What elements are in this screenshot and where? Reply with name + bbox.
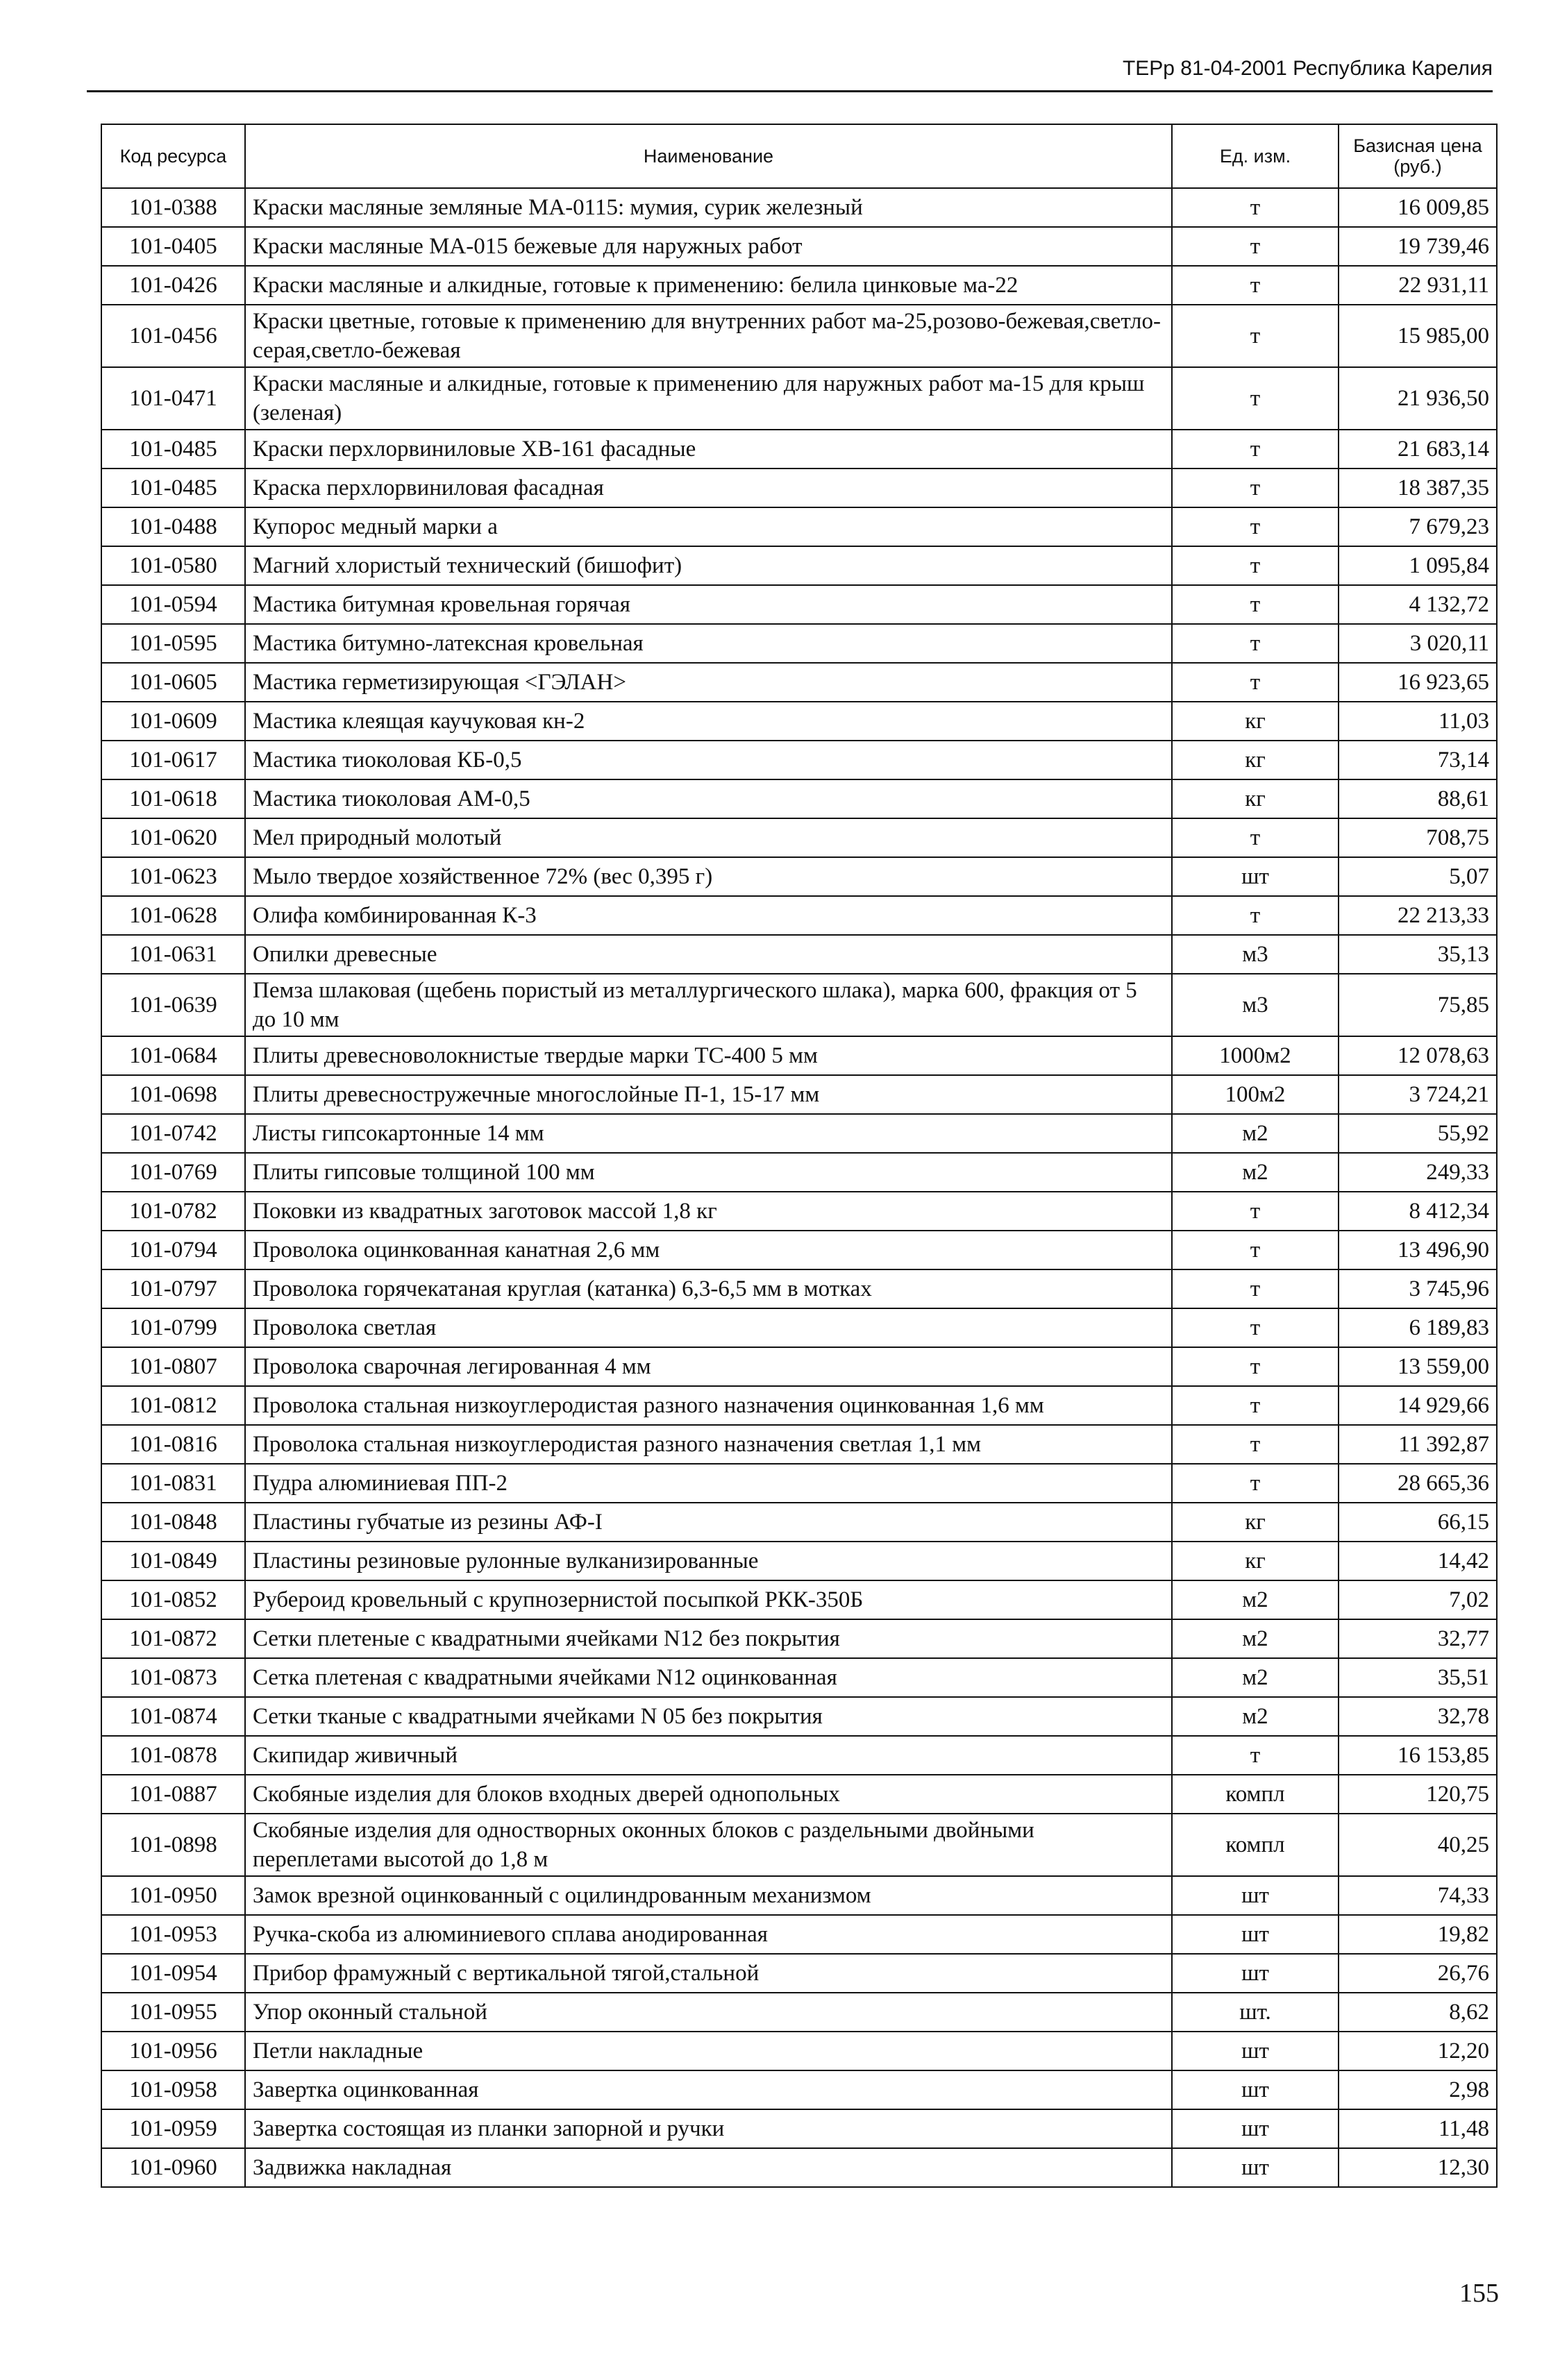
- table-row: [101, 1775, 1497, 1814]
- cell-price: 66,15: [1339, 1503, 1497, 1542]
- cell-name: Плиты гипсовые толщиной 100 мм: [245, 1153, 1172, 1192]
- cell-code: 101-0887: [101, 1775, 245, 1814]
- table-row: [101, 935, 1497, 974]
- cell-price: 6 189,83: [1339, 1308, 1497, 1347]
- cell-price: 21 936,50: [1339, 367, 1497, 430]
- cell-code: 101-0953: [101, 1915, 245, 1954]
- cell-code: 101-0456: [101, 305, 245, 367]
- cell-price: 3 745,96: [1339, 1269, 1497, 1308]
- cell-code: 101-0959: [101, 2109, 245, 2148]
- table-row: [101, 1308, 1497, 1347]
- cell-name: Проволока стальная низкоуглеродистая разного назначения светлая 1,1 мм: [245, 1425, 1172, 1464]
- cell-name: Петли накладные: [245, 2032, 1172, 2070]
- cell-unit: кг: [1172, 1503, 1339, 1542]
- cell-name: Задвижка накладная: [245, 2148, 1172, 2187]
- cell-name: Ручка-скоба из алюминиевого сплава анодированная: [245, 1915, 1172, 1954]
- cell-unit: кг: [1172, 741, 1339, 779]
- cell-name: Сетки тканые с квадратными ячейками N 05 без покрытия: [245, 1697, 1172, 1736]
- cell-name: Рубероид кровельный с крупнозернистой посыпкой РКК-350Б: [245, 1580, 1172, 1619]
- cell-unit: м3: [1172, 935, 1339, 974]
- cell-unit: т: [1172, 624, 1339, 663]
- cell-price: 5,07: [1339, 857, 1497, 896]
- cell-price: 12,30: [1339, 2148, 1497, 2187]
- cell-price: 88,61: [1339, 779, 1497, 818]
- cell-unit: м2: [1172, 1697, 1339, 1736]
- cell-unit: т: [1172, 266, 1339, 305]
- cell-unit: т: [1172, 1269, 1339, 1308]
- cell-unit: т: [1172, 367, 1339, 430]
- cell-price: 55,92: [1339, 1114, 1497, 1153]
- table-row: [101, 1876, 1497, 1915]
- cell-code: 101-0742: [101, 1114, 245, 1153]
- cell-name: Мастика клеящая каучуковая кн-2: [245, 702, 1172, 741]
- cell-code: 101-0617: [101, 741, 245, 779]
- cell-unit: т: [1172, 188, 1339, 227]
- cell-code: 101-0594: [101, 585, 245, 624]
- column-header-unit: Ед. изм.: [1172, 124, 1339, 188]
- table-row: [101, 1075, 1497, 1114]
- table-row: [101, 1386, 1497, 1425]
- cell-code: 101-0807: [101, 1347, 245, 1386]
- table-row: [101, 585, 1497, 624]
- cell-name: Упор оконный стальной: [245, 1993, 1172, 2032]
- cell-code: 101-0488: [101, 507, 245, 546]
- table-row: [101, 1542, 1497, 1580]
- cell-name: Опилки древесные: [245, 935, 1172, 974]
- cell-price: 7,02: [1339, 1580, 1497, 1619]
- cell-name: Пластины губчатые из резины АФ-I: [245, 1503, 1172, 1542]
- cell-unit: шт: [1172, 2070, 1339, 2109]
- cell-price: 11 392,87: [1339, 1425, 1497, 1464]
- table-row: [101, 1736, 1497, 1775]
- cell-unit: т: [1172, 305, 1339, 367]
- cell-unit: т: [1172, 1192, 1339, 1231]
- table-row: [101, 2032, 1497, 2070]
- cell-price: 16 153,85: [1339, 1736, 1497, 1775]
- cell-code: 101-0874: [101, 1697, 245, 1736]
- cell-price: 708,75: [1339, 818, 1497, 857]
- cell-name: Краска перхлорвиниловая фасадная: [245, 469, 1172, 507]
- cell-price: 14 929,66: [1339, 1386, 1497, 1425]
- table-row: [101, 857, 1497, 896]
- cell-price: 16 923,65: [1339, 663, 1497, 702]
- cell-code: 101-0797: [101, 1269, 245, 1308]
- cell-unit: т: [1172, 430, 1339, 469]
- cell-unit: м2: [1172, 1153, 1339, 1192]
- cell-code: 101-0485: [101, 430, 245, 469]
- cell-code: 101-0684: [101, 1036, 245, 1075]
- cell-unit: т: [1172, 896, 1339, 935]
- cell-price: 7 679,23: [1339, 507, 1497, 546]
- cell-unit: м3: [1172, 974, 1339, 1036]
- cell-unit: компл: [1172, 1814, 1339, 1876]
- cell-price: 75,85: [1339, 974, 1497, 1036]
- cell-name: Листы гипсокартонные 14 мм: [245, 1114, 1172, 1153]
- table-row: [101, 430, 1497, 469]
- cell-price: 18 387,35: [1339, 469, 1497, 507]
- cell-name: Проволока оцинкованная канатная 2,6 мм: [245, 1231, 1172, 1269]
- table-row: [101, 1993, 1497, 2032]
- cell-code: 101-0958: [101, 2070, 245, 2109]
- cell-name: Пластины резиновые рулонные вулканизированные: [245, 1542, 1172, 1580]
- cell-code: 101-0426: [101, 266, 245, 305]
- cell-unit: т: [1172, 1231, 1339, 1269]
- cell-code: 101-0628: [101, 896, 245, 935]
- cell-code: 101-0580: [101, 546, 245, 585]
- cell-name: Завертка состоящая из планки запорной и ручки: [245, 2109, 1172, 2148]
- cell-unit: шт: [1172, 2032, 1339, 2070]
- cell-price: 249,33: [1339, 1153, 1497, 1192]
- cell-name: Краски масляные земляные МА-0115: мумия, сурик железный: [245, 188, 1172, 227]
- cell-price: 120,75: [1339, 1775, 1497, 1814]
- table-row: [101, 1347, 1497, 1386]
- cell-unit: т: [1172, 469, 1339, 507]
- cell-code: 101-0954: [101, 1954, 245, 1993]
- cell-code: 101-0609: [101, 702, 245, 741]
- table-row: [101, 1954, 1497, 1993]
- cell-price: 19,82: [1339, 1915, 1497, 1954]
- cell-name: Мастика битумная кровельная горячая: [245, 585, 1172, 624]
- cell-name: Проволока светлая: [245, 1308, 1172, 1347]
- cell-code: 101-0878: [101, 1736, 245, 1775]
- table-row: [101, 1580, 1497, 1619]
- page-number: 155: [1459, 2279, 1499, 2308]
- cell-code: 101-0405: [101, 227, 245, 266]
- cell-code: 101-0950: [101, 1876, 245, 1915]
- table-row: [101, 227, 1497, 266]
- table-row: [101, 1464, 1497, 1503]
- cell-unit: м2: [1172, 1658, 1339, 1697]
- table-row: [101, 1425, 1497, 1464]
- table-row: [101, 266, 1497, 305]
- cell-unit: 100м2: [1172, 1075, 1339, 1114]
- cell-name: Скобяные изделия для одностворных оконных блоков с раздельными двойными переплетами высотой до 1,8 м: [245, 1814, 1172, 1876]
- cell-unit: компл: [1172, 1775, 1339, 1814]
- cell-price: 13 559,00: [1339, 1347, 1497, 1386]
- table-row: [101, 1697, 1497, 1736]
- cell-price: 35,51: [1339, 1658, 1497, 1697]
- table-row: [101, 2070, 1497, 2109]
- table-row: [101, 1503, 1497, 1542]
- table-row: [101, 896, 1497, 935]
- cell-unit: т: [1172, 1386, 1339, 1425]
- cell-name: Краски цветные, готовые к применению для внутренних работ ма-25,розово-бежевая,светло-серая,светло-бежевая: [245, 305, 1172, 367]
- cell-price: 21 683,14: [1339, 430, 1497, 469]
- cell-code: 101-0849: [101, 1542, 245, 1580]
- cell-code: 101-0698: [101, 1075, 245, 1114]
- cell-name: Прибор фрамужный с вертикальной тягой,стальной: [245, 1954, 1172, 1993]
- column-header-price: Базисная цена (руб.): [1339, 124, 1497, 188]
- cell-price: 8,62: [1339, 1993, 1497, 2032]
- cell-unit: т: [1172, 818, 1339, 857]
- cell-unit: т: [1172, 1464, 1339, 1503]
- cell-unit: 1000м2: [1172, 1036, 1339, 1075]
- cell-price: 4 132,72: [1339, 585, 1497, 624]
- cell-price: 40,25: [1339, 1814, 1497, 1876]
- table-row: [101, 974, 1497, 1036]
- table-row: [101, 1658, 1497, 1697]
- document-header: ТЕРр 81-04-2001 Республика Карелия: [1122, 57, 1493, 80]
- cell-code: 101-0872: [101, 1619, 245, 1658]
- table-row: [101, 741, 1497, 779]
- cell-name: Мастика тиоколовая АМ-0,5: [245, 779, 1172, 818]
- cell-unit: м2: [1172, 1580, 1339, 1619]
- cell-name: Краски масляные МА-015 бежевые для наружных работ: [245, 227, 1172, 266]
- cell-unit: кг: [1172, 1542, 1339, 1580]
- cell-code: 101-0956: [101, 2032, 245, 2070]
- cell-name: Сетки плетеные с квадратными ячейками N12 без покрытия: [245, 1619, 1172, 1658]
- cell-price: 11,03: [1339, 702, 1497, 741]
- cell-price: 32,78: [1339, 1697, 1497, 1736]
- cell-unit: шт: [1172, 2109, 1339, 2148]
- cell-code: 101-0848: [101, 1503, 245, 1542]
- cell-name: Пемза шлаковая (щебень пористый из металлургического шлака), марка 600, фракция от 5 до 10 мм: [245, 974, 1172, 1036]
- resource-table: [101, 124, 1498, 2188]
- cell-unit: т: [1172, 1425, 1339, 1464]
- cell-price: 15 985,00: [1339, 305, 1497, 367]
- column-header-name: Наименование: [245, 124, 1172, 188]
- cell-code: 101-0816: [101, 1425, 245, 1464]
- table-row: [101, 1114, 1497, 1153]
- cell-unit: шт: [1172, 2148, 1339, 2187]
- table-row: [101, 367, 1497, 430]
- cell-name: Сетка плетеная с квадратными ячейками N12 оцинкованная: [245, 1658, 1172, 1697]
- cell-code: 101-0618: [101, 779, 245, 818]
- cell-code: 101-0631: [101, 935, 245, 974]
- cell-name: Мыло твердое хозяйственное 72% (вес 0,395 г): [245, 857, 1172, 896]
- cell-name: Краски масляные и алкидные, готовые к применению: белила цинковые ма-22: [245, 266, 1172, 305]
- cell-unit: шт: [1172, 1915, 1339, 1954]
- cell-name: Завертка оцинкованная: [245, 2070, 1172, 2109]
- table-row: [101, 1269, 1497, 1308]
- table-row: [101, 779, 1497, 818]
- table-row: [101, 2109, 1497, 2148]
- cell-price: 26,76: [1339, 1954, 1497, 1993]
- cell-name: Плиты древесностружечные многослойные П-1, 15-17 мм: [245, 1075, 1172, 1114]
- table-header-row: [101, 124, 1497, 188]
- cell-unit: кг: [1172, 702, 1339, 741]
- cell-price: 13 496,90: [1339, 1231, 1497, 1269]
- table-row: [101, 1814, 1497, 1876]
- table-row: [101, 818, 1497, 857]
- cell-price: 35,13: [1339, 935, 1497, 974]
- cell-price: 14,42: [1339, 1542, 1497, 1580]
- cell-price: 19 739,46: [1339, 227, 1497, 266]
- cell-code: 101-0471: [101, 367, 245, 430]
- table-row: [101, 546, 1497, 585]
- cell-price: 8 412,34: [1339, 1192, 1497, 1231]
- cell-name: Краски перхлорвиниловые ХВ-161 фасадные: [245, 430, 1172, 469]
- cell-unit: т: [1172, 1308, 1339, 1347]
- cell-name: Пудра алюминиевая ПП-2: [245, 1464, 1172, 1503]
- cell-code: 101-0831: [101, 1464, 245, 1503]
- cell-name: Купорос медный марки а: [245, 507, 1172, 546]
- cell-name: Плиты древесноволокнистые твердые марки ТС-400 5 мм: [245, 1036, 1172, 1075]
- table-row: [101, 469, 1497, 507]
- cell-unit: м2: [1172, 1619, 1339, 1658]
- cell-price: 73,14: [1339, 741, 1497, 779]
- cell-price: 16 009,85: [1339, 188, 1497, 227]
- cell-name: Замок врезной оцинкованный с оцилиндрованным механизмом: [245, 1876, 1172, 1915]
- table-row: [101, 1619, 1497, 1658]
- cell-name: Магний хлористый технический (бишофит): [245, 546, 1172, 585]
- table-row: [101, 188, 1497, 227]
- cell-name: Проволока стальная низкоуглеродистая разного назначения оцинкованная 1,6 мм: [245, 1386, 1172, 1425]
- cell-code: 101-0595: [101, 624, 245, 663]
- cell-code: 101-0812: [101, 1386, 245, 1425]
- cell-unit: кг: [1172, 779, 1339, 818]
- cell-price: 3 020,11: [1339, 624, 1497, 663]
- cell-unit: т: [1172, 585, 1339, 624]
- table-row: [101, 1036, 1497, 1075]
- cell-price: 12 078,63: [1339, 1036, 1497, 1075]
- table-row: [101, 1153, 1497, 1192]
- column-header-code: Код ресурса: [101, 124, 245, 188]
- cell-code: 101-0485: [101, 469, 245, 507]
- cell-code: 101-0769: [101, 1153, 245, 1192]
- cell-price: 28 665,36: [1339, 1464, 1497, 1503]
- cell-unit: м2: [1172, 1114, 1339, 1153]
- cell-code: 101-0782: [101, 1192, 245, 1231]
- cell-code: 101-0388: [101, 188, 245, 227]
- cell-unit: шт: [1172, 1876, 1339, 1915]
- cell-code: 101-0639: [101, 974, 245, 1036]
- table-body: [101, 188, 1497, 2187]
- cell-name: Краски масляные и алкидные, готовые к применению для наружных работ ма-15 для крыш (зеленая): [245, 367, 1172, 430]
- table-row: [101, 305, 1497, 367]
- cell-price: 3 724,21: [1339, 1075, 1497, 1114]
- cell-unit: т: [1172, 546, 1339, 585]
- cell-code: 101-0873: [101, 1658, 245, 1697]
- cell-price: 74,33: [1339, 1876, 1497, 1915]
- cell-price: 32,77: [1339, 1619, 1497, 1658]
- cell-price: 11,48: [1339, 2109, 1497, 2148]
- cell-code: 101-0799: [101, 1308, 245, 1347]
- cell-code: 101-0960: [101, 2148, 245, 2187]
- cell-code: 101-0623: [101, 857, 245, 896]
- cell-name: Мастика битумно-латексная кровельная: [245, 624, 1172, 663]
- cell-code: 101-0955: [101, 1993, 245, 2032]
- cell-unit: шт.: [1172, 1993, 1339, 2032]
- cell-code: 101-0605: [101, 663, 245, 702]
- cell-unit: т: [1172, 1736, 1339, 1775]
- cell-unit: т: [1172, 507, 1339, 546]
- cell-code: 101-0620: [101, 818, 245, 857]
- cell-price: 2,98: [1339, 2070, 1497, 2109]
- cell-name: Олифа комбинированная К-3: [245, 896, 1172, 935]
- cell-name: Проволока горячекатаная круглая (катанка) 6,3-6,5 мм в мотках: [245, 1269, 1172, 1308]
- cell-name: Скипидар живичный: [245, 1736, 1172, 1775]
- cell-name: Мел природный молотый: [245, 818, 1172, 857]
- cell-unit: шт: [1172, 857, 1339, 896]
- cell-unit: т: [1172, 227, 1339, 266]
- table-row: [101, 2148, 1497, 2187]
- cell-unit: т: [1172, 1347, 1339, 1386]
- cell-unit: шт: [1172, 1954, 1339, 1993]
- cell-name: Поковки из квадратных заготовок массой 1,8 кг: [245, 1192, 1172, 1231]
- cell-code: 101-0898: [101, 1814, 245, 1876]
- cell-price: 1 095,84: [1339, 546, 1497, 585]
- table-row: [101, 1915, 1497, 1954]
- cell-unit: т: [1172, 663, 1339, 702]
- cell-name: Скобяные изделия для блоков входных дверей однопольных: [245, 1775, 1172, 1814]
- table-row: [101, 1231, 1497, 1269]
- cell-price: 22 931,11: [1339, 266, 1497, 305]
- cell-price: 22 213,33: [1339, 896, 1497, 935]
- table-row: [101, 507, 1497, 546]
- cell-name: Проволока сварочная легированная 4 мм: [245, 1347, 1172, 1386]
- cell-code: 101-0794: [101, 1231, 245, 1269]
- table-row: [101, 1192, 1497, 1231]
- table-row: [101, 624, 1497, 663]
- cell-name: Мастика герметизирующая <ГЭЛАН>: [245, 663, 1172, 702]
- table-row: [101, 702, 1497, 741]
- table-row: [101, 663, 1497, 702]
- header-divider: [87, 90, 1493, 92]
- cell-code: 101-0852: [101, 1580, 245, 1619]
- cell-name: Мастика тиоколовая КБ-0,5: [245, 741, 1172, 779]
- cell-price: 12,20: [1339, 2032, 1497, 2070]
